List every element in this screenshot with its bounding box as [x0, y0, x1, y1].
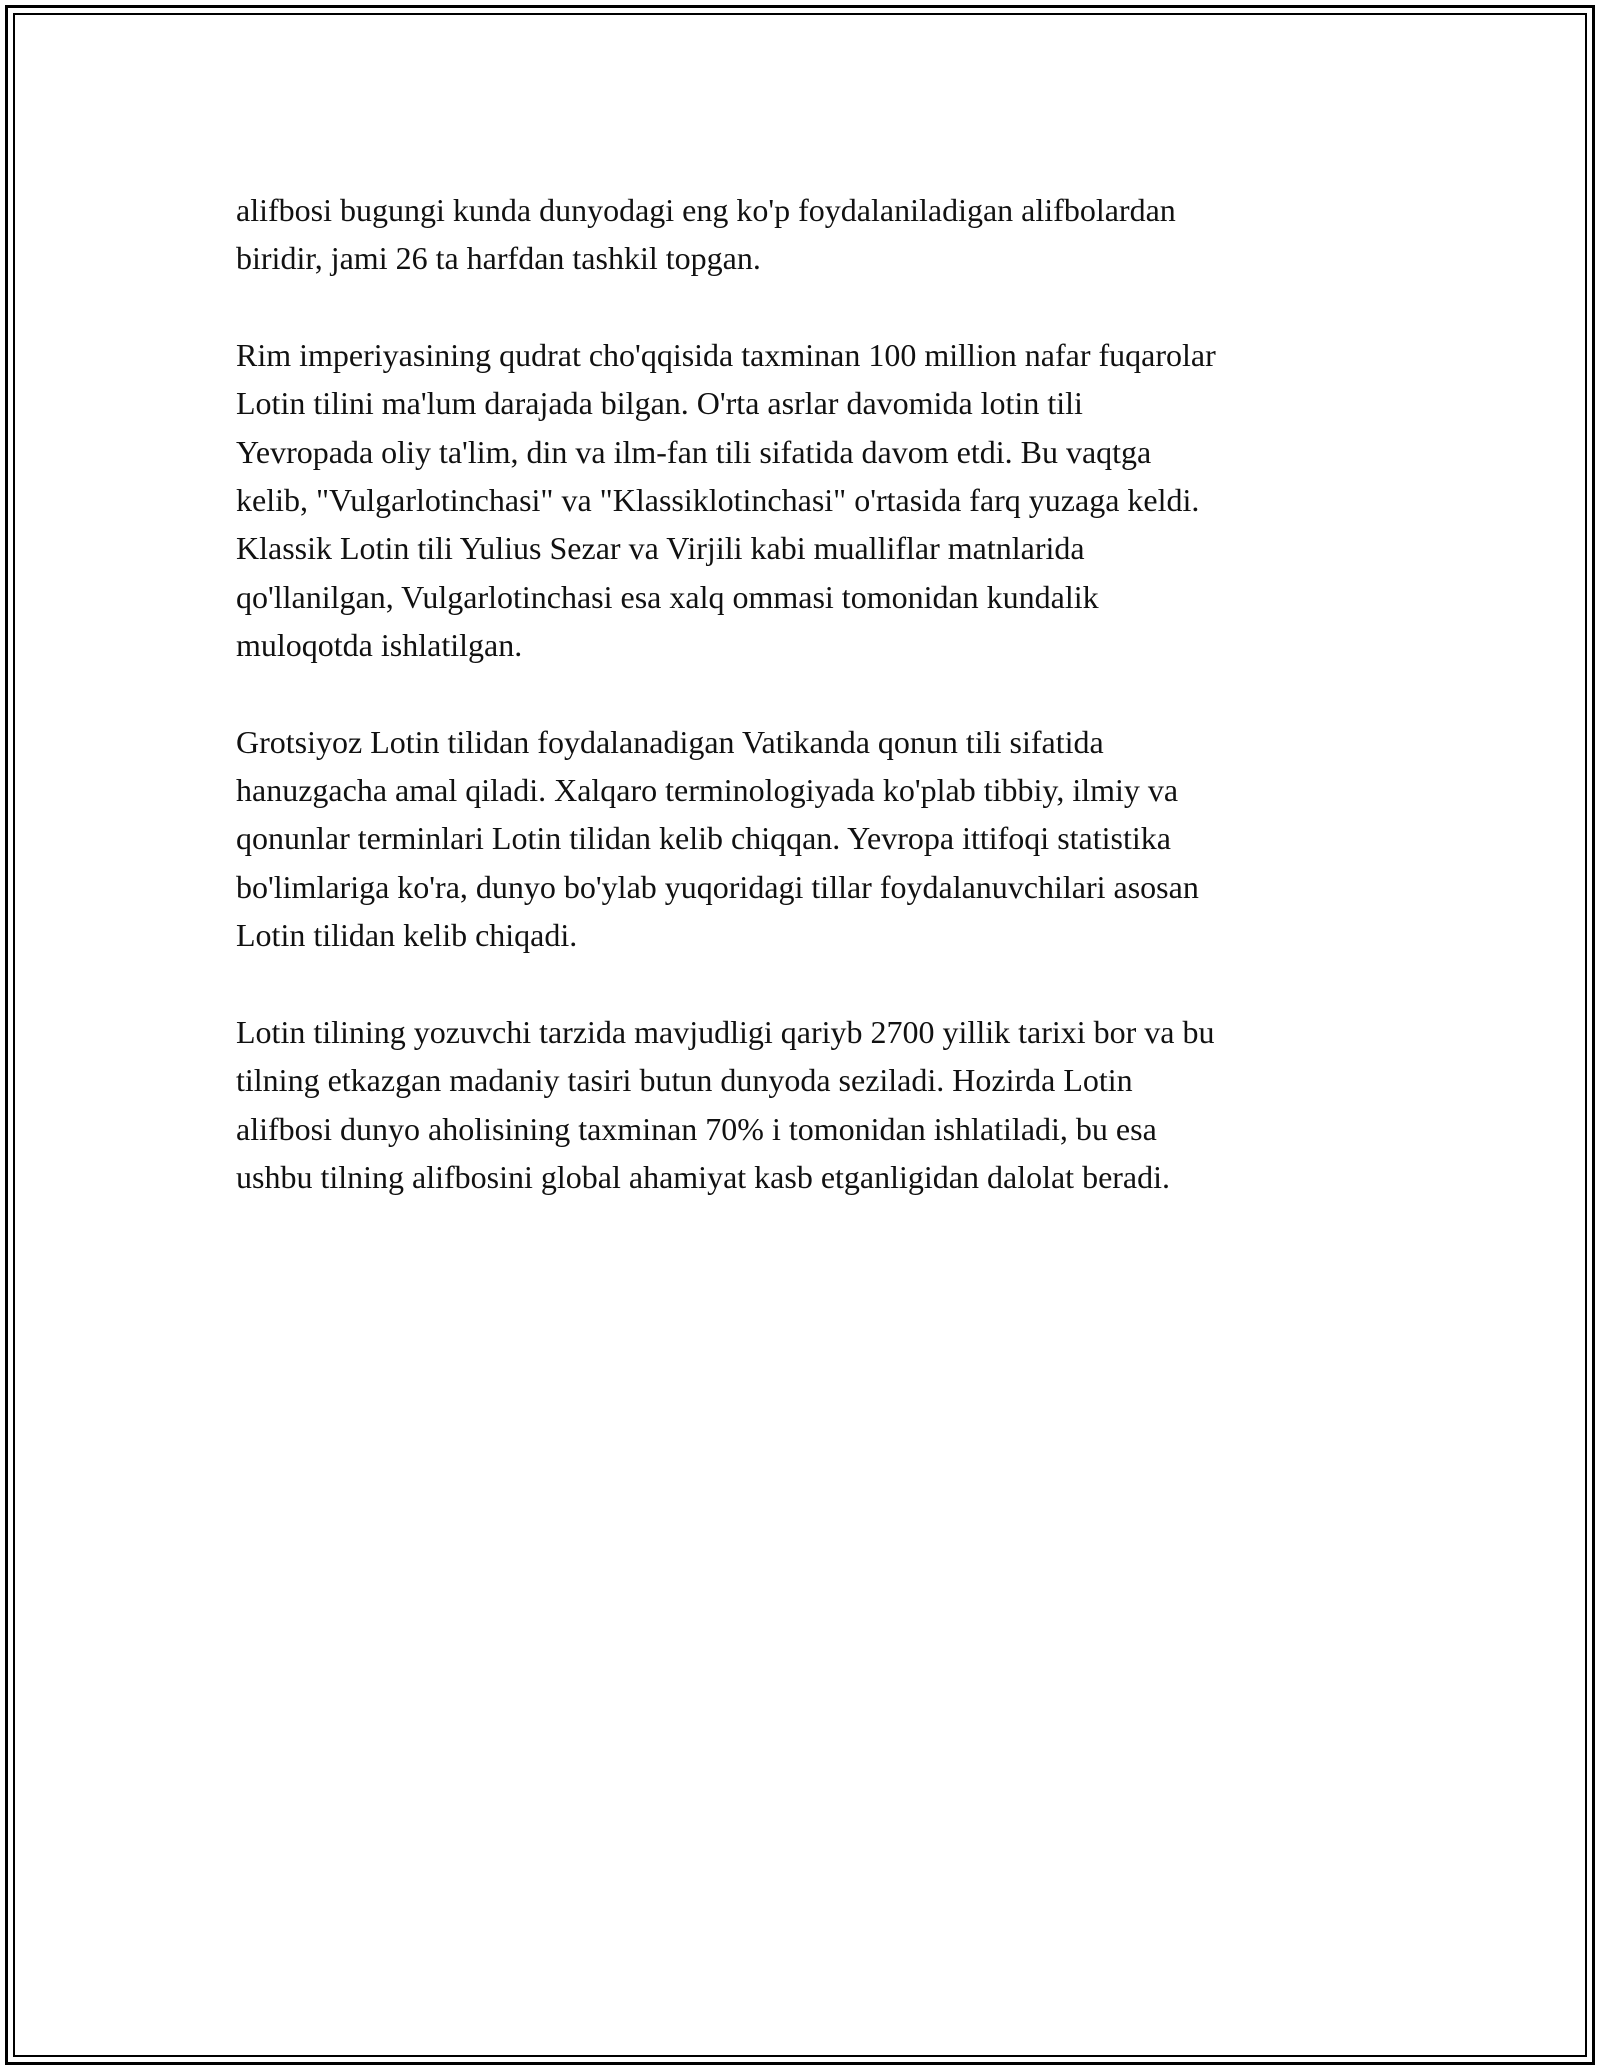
paragraph-4 — [236, 1008, 1386, 1202]
text-line: Rim imperiyasining qudrat cho'qqisida taxminan 100 million nafar fuqarolar — [236, 336, 1216, 373]
text-line: bo'limlariga ko'ra, dunyo bo'ylab yuqoridagi tillar foydalanuvchilari asosan — [236, 868, 1199, 905]
text-line: Lotin tilining yozuvchi tarzida mavjudligi qariyb 2700 yillik tarixi bor va bu — [236, 1013, 1215, 1050]
text-line: ushbu tilning alifbosini global ahamiyat kasb etganligidan dalolat beradi. — [236, 1158, 1171, 1195]
text-line: qo'llanilgan, Vulgarlotinchasi esa xalq ommasi tomonidan kundalik — [236, 578, 1099, 615]
text-line: Yevropada oliy ta'lim, din va ilm-fan tili sifatida davom etdi. Bu vaqtga — [236, 433, 1152, 470]
text-line: Lotin tilidan kelib chiqadi. — [236, 917, 578, 954]
text-line: Klassik Lotin tili Yulius Sezar va Virjili kabi mualliflar matnlarida — [236, 530, 1085, 567]
text-line: hanuzgacha amal qiladi. Xalqaro terminologiyada ko'plab tibbiy, ilmiy va — [236, 772, 1179, 809]
paragraph-3 — [236, 718, 1386, 960]
text-line: muloqotda ishlatilgan. — [236, 627, 523, 664]
text-line: Lotin tilini ma'lum darajada bilgan. O'rta asrlar davomida lotin tili — [236, 385, 1083, 422]
document-body — [236, 186, 1386, 1249]
text-line: alifbosi dunyo aholisining taxminan 70% i tomonidan ishlatiladi, bu esa — [236, 1110, 1157, 1147]
text-line: qonunlar terminlari Lotin tilidan kelib chiqqan. Yevropa ittifoqi statistika — [236, 820, 1171, 857]
paragraph-1 — [236, 186, 1386, 283]
text-line: Grotsiyoz Lotin tilidan foydalanadigan Vatikanda qonun tili sifatida — [236, 723, 1104, 760]
text-line: alifbosi bugungi kunda dunyodagi eng ko'p foydalaniladigan alifbolardan — [236, 192, 1176, 228]
text-line: kelib, "Vulgarlotinchasi" va "Klassiklotinchasi" o'rtasida farq yuzaga keldi. — [236, 482, 1200, 519]
text-line: biridir, jami 26 ta harfdan tashkil topgan. — [236, 240, 761, 277]
paragraph-2 — [236, 331, 1386, 670]
text-line: tilning etkazgan madaniy tasiri butun dunyoda seziladi. Hozirda Lotin — [236, 1062, 1133, 1099]
